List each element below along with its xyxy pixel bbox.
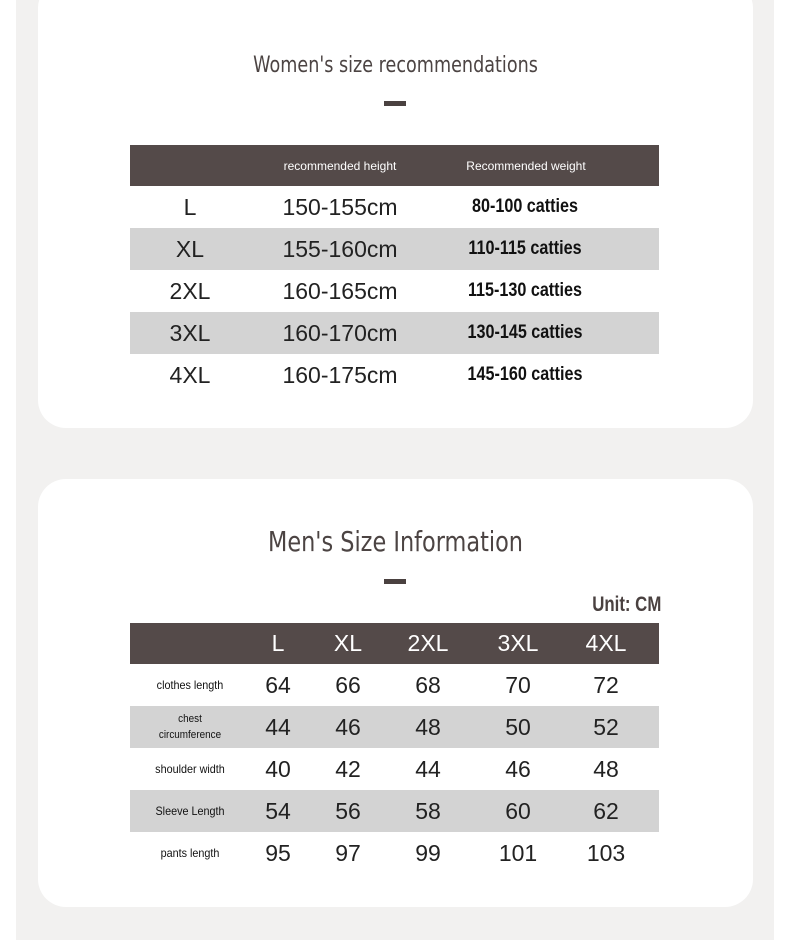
value-cell: 48	[415, 713, 441, 740]
value-cell: 46	[505, 755, 531, 782]
value-cell: 68	[415, 671, 441, 698]
title-divider	[384, 101, 406, 106]
unit-label: Unit: CM	[591, 593, 661, 616]
table-row	[130, 748, 659, 790]
men-section-title: Men's Size Information	[267, 525, 524, 558]
value-cell: 70	[505, 671, 531, 698]
value-cell: 72	[593, 671, 619, 698]
header-recommended-height: recommended height	[283, 158, 397, 173]
table-row	[130, 832, 659, 874]
measure-label: Sleeve Length	[155, 804, 225, 818]
size-cell: 3XL	[169, 319, 211, 346]
men-table-header	[130, 623, 659, 664]
women-size-table	[130, 145, 659, 396]
value-cell: 42	[335, 755, 361, 782]
weight-cell: 130-145 catties	[467, 322, 583, 343]
table-row	[130, 790, 659, 832]
size-cell: 4XL	[169, 361, 211, 388]
value-cell: 40	[265, 755, 291, 782]
value-cell: 54	[265, 797, 291, 824]
value-cell: 62	[593, 797, 619, 824]
header-size-2xl: 2XL	[407, 630, 449, 656]
women-table-header	[130, 145, 659, 186]
header-size-l: L	[271, 630, 285, 656]
size-cell: XL	[175, 235, 205, 262]
table-row	[130, 312, 659, 354]
header-recommended-weight: Recommended weight	[466, 158, 586, 173]
size-cell: 2XL	[169, 277, 211, 304]
table-row	[130, 186, 659, 228]
header-size-3xl: 3XL	[497, 630, 539, 656]
measure-label: pants length	[160, 846, 220, 860]
measure-label: chest circumference	[158, 713, 222, 741]
header-size-4xl: 4XL	[585, 630, 627, 656]
height-cell: 160-170cm	[282, 319, 398, 346]
value-cell: 48	[593, 755, 619, 782]
value-cell: 66	[335, 671, 361, 698]
table-row	[130, 664, 659, 706]
women-section-title: Women's size recommendations	[253, 53, 538, 78]
height-cell: 160-175cm	[282, 361, 398, 388]
height-cell: 160-165cm	[282, 277, 398, 304]
weight-cell: 115-130 catties	[467, 280, 583, 301]
weight-cell: 145-160 catties	[467, 364, 583, 385]
value-cell: 99	[415, 839, 441, 866]
table-row	[130, 354, 659, 396]
value-cell: 44	[265, 713, 291, 740]
value-cell: 58	[415, 797, 441, 824]
weight-cell: 110-115 catties	[468, 238, 582, 259]
height-cell: 150-155cm	[282, 193, 398, 220]
height-cell: 155-160cm	[282, 235, 398, 262]
value-cell: 52	[593, 713, 619, 740]
value-cell: 44	[415, 755, 441, 782]
men-size-table	[130, 623, 659, 874]
size-cell: L	[183, 193, 197, 220]
men-size-card	[38, 479, 753, 907]
value-cell: 103	[586, 839, 626, 866]
measure-label: shoulder width	[155, 762, 225, 776]
value-cell: 60	[505, 797, 531, 824]
header-size-xl: XL	[333, 630, 363, 656]
value-cell: 95	[265, 839, 291, 866]
table-row	[130, 228, 659, 270]
value-cell: 101	[498, 839, 538, 866]
women-size-card	[38, 0, 753, 428]
table-row	[130, 706, 659, 748]
value-cell: 64	[265, 671, 291, 698]
value-cell: 97	[335, 839, 361, 866]
weight-cell: 80-100 catties	[472, 196, 578, 217]
value-cell: 50	[505, 713, 531, 740]
measure-label: clothes length	[156, 678, 224, 692]
table-row	[130, 270, 659, 312]
value-cell: 46	[335, 713, 361, 740]
value-cell: 56	[335, 797, 361, 824]
title-divider	[384, 579, 406, 584]
